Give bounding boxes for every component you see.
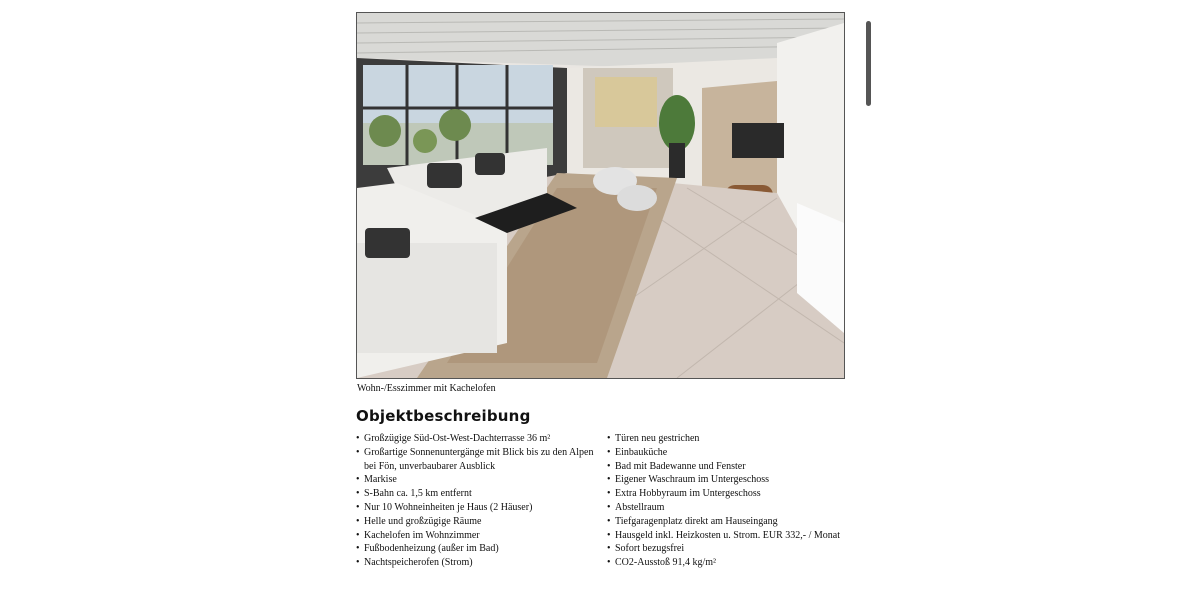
list-item: • Einbauküche bbox=[607, 446, 847, 460]
list-item: • Nachtspeicherofen (Strom) bbox=[356, 556, 596, 570]
features-list-right bbox=[607, 432, 847, 570]
list-item: • Kachelofen im Wohnzimmer bbox=[356, 529, 596, 543]
list-item: • Großzügige Süd-Ost-West-Dachterrasse 36 m² bbox=[356, 432, 596, 446]
list-item: • Extra Hobbyraum im Untergeschoss bbox=[607, 487, 847, 501]
list-item: • Fußbodenheizung (außer im Bad) bbox=[356, 542, 596, 556]
list-item: • Hausgeld inkl. Heizkosten u. Strom. EUR 332,- / Monat bbox=[607, 529, 847, 543]
list-item: • CO2-Ausstoß 91,4 kg/m² bbox=[607, 556, 847, 570]
features-list-left bbox=[356, 432, 596, 570]
list-item: • Helle und großzügige Räume bbox=[356, 515, 596, 529]
scrollbar-thumb[interactable] bbox=[866, 21, 871, 106]
list-item: • Tiefgaragenplatz direkt am Hauseingang bbox=[607, 515, 847, 529]
list-item: • Eigener Waschraum im Untergeschoss bbox=[607, 473, 847, 487]
list-item: • Sofort bezugsfrei bbox=[607, 542, 847, 556]
photo-caption: Wohn-/Esszimmer mit Kachelofen bbox=[357, 383, 496, 394]
list-item: • Nur 10 Wohneinheiten je Haus (2 Häuser) bbox=[356, 501, 596, 515]
list-item: • Bad mit Badewanne und Fenster bbox=[607, 460, 847, 474]
list-item: • Markise bbox=[356, 473, 596, 487]
property-photo[interactable] bbox=[356, 12, 845, 379]
list-item: • Abstellraum bbox=[607, 501, 847, 515]
list-item: • Türen neu gestrichen bbox=[607, 432, 847, 446]
list-item: • Großartige Sonnenuntergänge mit Blick bis zu den Alpen bei Fön, unverbaubarer Ausblick bbox=[356, 446, 596, 474]
list-item: • S-Bahn ca. 1,5 km entfernt bbox=[356, 487, 596, 501]
living-room-image bbox=[357, 13, 844, 378]
section-title: Objektbeschreibung bbox=[356, 407, 531, 425]
